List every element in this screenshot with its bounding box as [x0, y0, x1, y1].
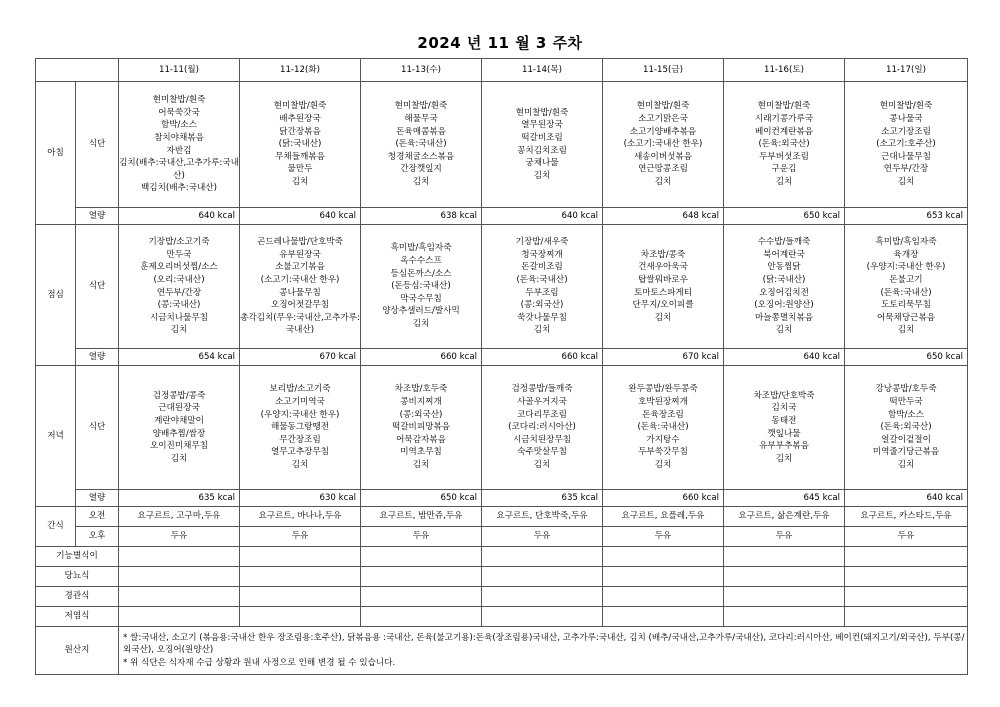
calorie-value: 660 kcal — [482, 349, 603, 366]
menu-item: 베이컨계란볶음 — [754, 126, 814, 137]
special-diet-cell — [845, 547, 968, 567]
menu-item: 콩나물무침 — [279, 287, 321, 298]
menu-item: 쑥갓나물무침 — [517, 312, 567, 323]
menu-item: 김치 — [170, 453, 188, 464]
menu-item: 마늘쫑멸치볶음 — [754, 312, 814, 323]
menu-item: 돈육매콤볶음 — [396, 126, 446, 137]
special-diet-cell — [482, 567, 603, 587]
menu-item: 흑미밥/흑임자죽 — [875, 237, 937, 248]
special-diet-label: 경관식 — [36, 587, 119, 607]
special-diet-label: 저염식 — [36, 607, 119, 627]
menu-item: 완두콩밥/완두콩죽 — [628, 384, 698, 395]
menu-cell — [240, 366, 361, 490]
menu-item: 김치 — [654, 312, 672, 323]
menu-cell — [603, 366, 724, 490]
menu-cell — [361, 366, 482, 490]
menu-item: 수수밥/들깨죽 — [757, 237, 811, 248]
special-diet-cell — [845, 567, 968, 587]
menu-item: 유부된장국 — [279, 249, 321, 260]
calorie-value: 660 kcal — [361, 349, 482, 366]
origin-row — [36, 627, 968, 675]
special-diet-cell — [482, 587, 603, 607]
menu-item: 김치 — [897, 325, 915, 336]
menu-item: 현미찰밥/흰죽 — [757, 101, 811, 112]
menu-item: 현미찰밥/흰죽 — [636, 101, 690, 112]
menu-item: 곤드레나물밥/단호박죽 — [257, 237, 343, 248]
meal-type-label: 식단 — [76, 366, 119, 490]
calorie-value: 660 kcal — [603, 490, 724, 507]
menu-item: 간장깻잎지 — [400, 164, 442, 175]
menu-item: 가지탕수 — [646, 434, 680, 445]
special-diet-cell — [240, 547, 361, 567]
special-diet-cell — [724, 587, 845, 607]
menu-item: 흑미밥/흑임자죽 — [390, 243, 452, 254]
day-header: 11-17(일) — [845, 59, 968, 82]
menu-item: 자반김 — [166, 145, 192, 156]
menu-item: 현미찰밥/흰죽 — [152, 95, 206, 106]
menu-item: 옥수수스프 — [400, 256, 442, 267]
special-diet-cell — [724, 567, 845, 587]
menu-item: 김치 — [654, 176, 672, 187]
special-diet-cell — [240, 607, 361, 627]
menu-cell — [482, 82, 603, 208]
menu-item: 배추된장국 — [279, 114, 321, 125]
menu-item: 떡갈비피망볶음 — [391, 422, 451, 433]
menu-item: 돈육장조림 — [642, 409, 684, 420]
menu-item: 연근땅콩조림 — [638, 164, 688, 175]
special-diet-cell — [361, 607, 482, 627]
menu-item: 궁채나물 — [525, 158, 559, 169]
calorie-value: 640 kcal — [845, 490, 968, 507]
snack-pm-cell: 두유 — [119, 527, 240, 547]
day-header: 11-11(월) — [119, 59, 240, 82]
menu-cell — [119, 82, 240, 208]
snack-pm-cell: 두유 — [603, 527, 724, 547]
menu-item: 차조밥/호두죽 — [394, 384, 448, 395]
special-diet-cell — [482, 607, 603, 627]
calorie-value: 650 kcal — [724, 208, 845, 225]
special-diet-row — [36, 587, 968, 607]
menu-item: 콩비지찌개 — [400, 397, 442, 408]
menu-item: 차조밥/단호박죽 — [753, 390, 815, 401]
menu-item: (콩:국내산) — [157, 300, 201, 311]
menu-item: (소고기:호주산) — [876, 139, 936, 150]
menu-item: 어묵채당근볶음 — [876, 312, 936, 323]
menu-item: (오리:국내산) — [153, 274, 205, 285]
menu-item: 현미찰밥/흰죽 — [394, 101, 448, 112]
menu-item: 안동찜닭 — [767, 262, 801, 273]
menu-item: (돈육:국내산) — [880, 287, 932, 298]
menu-item: 근대나물무침 — [881, 151, 931, 162]
snack-am-cell: 요구르트, 삶은계란,두유 — [724, 507, 845, 527]
menu-item: 소고기장조림 — [881, 126, 931, 137]
calorie-value: 650 kcal — [361, 490, 482, 507]
menu-item: 무채들깨볶음 — [275, 151, 325, 162]
calorie-value: 635 kcal — [119, 490, 240, 507]
menu-cell — [240, 82, 361, 208]
menu-item: 차조밥/콩죽 — [640, 249, 686, 260]
special-diet-cell — [240, 587, 361, 607]
calorie-value: 638 kcal — [361, 208, 482, 225]
origin-note: * 쌀:국내산, 소고기 (볶음용:국내산 한우 장조림용:호주산), 닭볶음용 :국내산, 돈육(불고기용):돈육(장조림용)국내산, 고추가루:국내산, 김치 (배추/국내산,고추가루/국내산), 코다리:러시아산, 베이컨(돼지고기/외국산), 두부(콩/외국산), 오징어(원양산) — [123, 632, 965, 656]
menu-item: 김치 — [897, 176, 915, 187]
menu-item: 열무된장국 — [521, 120, 563, 131]
menu-cell — [482, 225, 603, 349]
special-diet-cell — [724, 607, 845, 627]
menu-item: 얼갈이겉절이 — [881, 434, 931, 445]
special-diet-row — [36, 567, 968, 587]
meal-menu-row — [36, 366, 968, 490]
menu-cell — [724, 366, 845, 490]
header-row — [36, 59, 968, 82]
special-diet-cell — [361, 567, 482, 587]
menu-item: 구운김 — [771, 164, 797, 175]
menu-item: 탑쌀뭐바로우 — [638, 274, 688, 285]
meal-name: 아침 — [36, 82, 76, 225]
special-diet-cell — [845, 587, 968, 607]
menu-item: 해물동그랑땡전 — [270, 422, 330, 433]
menu-item: 김치 — [775, 325, 793, 336]
meal-menu-row — [36, 225, 968, 349]
special-diet-row — [36, 547, 968, 567]
snack-am-cell: 요구르트, 단호박죽,두유 — [482, 507, 603, 527]
menu-item: 소고기맑은국 — [638, 114, 688, 125]
menu-cell — [724, 225, 845, 349]
menu-item: 백김치(배추:국내산) — [140, 183, 217, 194]
menu-item: 소고기미역국 — [275, 397, 325, 408]
special-diet-cell — [361, 547, 482, 567]
menu-item: 김치국 — [771, 403, 797, 414]
menu-cell — [845, 82, 968, 208]
menu-item: 떡만두국 — [889, 397, 923, 408]
menu-item: 막국수무침 — [400, 293, 442, 304]
menu-item: 훈제오리버섯찜/소스 — [140, 262, 218, 273]
special-diet-cell — [603, 587, 724, 607]
snack-am-cell: 요구르트, 요플레,두유 — [603, 507, 724, 527]
menu-cell — [845, 225, 968, 349]
day-header: 11-13(수) — [361, 59, 482, 82]
menu-item: 오이진미채무침 — [149, 441, 209, 452]
special-diet-cell — [482, 547, 603, 567]
calorie-value: 648 kcal — [603, 208, 724, 225]
menu-item: 사골우거지국 — [517, 397, 567, 408]
calorie-value: 650 kcal — [845, 349, 968, 366]
menu-item: 숙주맛살무침 — [517, 447, 567, 458]
weekly-menu-table — [35, 58, 968, 675]
day-header: 11-15(금) — [603, 59, 724, 82]
menu-item: 코다리무조림 — [517, 409, 567, 420]
calorie-row — [36, 208, 968, 225]
menu-item: 청경채굴소스볶음 — [387, 151, 455, 162]
menu-item: 김치 — [775, 453, 793, 464]
menu-item: 닭간장볶음 — [279, 126, 321, 137]
menu-item: 김치 — [533, 459, 551, 470]
header-blank — [36, 59, 119, 82]
snack-pm-cell: 두유 — [845, 527, 968, 547]
menu-cell — [724, 82, 845, 208]
special-diet-cell — [361, 587, 482, 607]
menu-item: 만두국 — [166, 249, 192, 260]
snack-pm-label: 오후 — [76, 527, 119, 547]
menu-cell — [361, 82, 482, 208]
meal-menu-row — [36, 82, 968, 208]
menu-item: 연두부/간장 — [883, 164, 929, 175]
special-diet-label: 기능별식이 — [36, 547, 119, 567]
menu-cell — [845, 366, 968, 490]
menu-item: (코다리:러시아산) — [508, 422, 576, 433]
menu-item: 김치 — [291, 176, 309, 187]
menu-item: (소고기:국내산 한우) — [623, 139, 703, 150]
menu-item: 등심돈까스/소스 — [390, 268, 452, 279]
menu-item: 김치 — [533, 170, 551, 181]
menu-cell — [119, 225, 240, 349]
menu-item: 열무고추장무침 — [270, 447, 330, 458]
special-diet-row — [36, 607, 968, 627]
day-header: 11-16(토) — [724, 59, 845, 82]
menu-cell — [603, 225, 724, 349]
menu-item: (닭:국내산) — [278, 139, 322, 150]
menu-item: (돈육:국내산) — [516, 274, 568, 285]
special-diet-cell — [240, 567, 361, 587]
menu-item: 계란야채말이 — [154, 415, 204, 426]
menu-item: 청국장찌개 — [521, 249, 563, 260]
menu-item: 검정콩밥/콩죽 — [152, 390, 206, 401]
menu-item: 돈갈비조림 — [521, 262, 563, 273]
snack-pm-row — [36, 527, 968, 547]
calorie-value: 654 kcal — [119, 349, 240, 366]
menu-item: 무간장조림 — [279, 434, 321, 445]
snack-am-cell: 요구르트, 고구마,두유 — [119, 507, 240, 527]
calorie-label: 열량 — [76, 490, 119, 507]
day-header: 11-12(화) — [240, 59, 361, 82]
menu-cell — [361, 225, 482, 349]
menu-cell — [603, 82, 724, 208]
calorie-row — [36, 490, 968, 507]
menu-item: 미역줄기당근볶음 — [872, 447, 940, 458]
menu-item: 현미찰밥/흰죽 — [273, 101, 327, 112]
menu-item: (콩:외국산) — [399, 409, 443, 420]
snack-pm-cell: 두유 — [482, 527, 603, 547]
snack-pm-cell: 두유 — [240, 527, 361, 547]
menu-item: 김치 — [412, 318, 430, 329]
special-diet-cell — [119, 587, 240, 607]
snack-am-label: 오전 — [76, 507, 119, 527]
menu-item: 근대된장국 — [158, 403, 200, 414]
snack-pm-cell: 두유 — [361, 527, 482, 547]
menu-item: (우양지:국내산 한우) — [260, 409, 340, 420]
menu-item: 도토리묵무침 — [881, 300, 931, 311]
day-header: 11-14(목) — [482, 59, 603, 82]
menu-item: 현미찰밥/흰죽 — [879, 101, 933, 112]
menu-item: 오징어김치전 — [759, 287, 809, 298]
menu-cell — [240, 225, 361, 349]
menu-item: 호박된장찌개 — [638, 397, 688, 408]
special-diet-cell — [603, 567, 724, 587]
menu-cell — [482, 366, 603, 490]
menu-item: (우양지:국내산 한우) — [866, 262, 946, 273]
menu-item: 김치 — [533, 325, 551, 336]
menu-item: 어묵쑥갓국 — [158, 107, 200, 118]
menu-item: 연두부/간장 — [156, 287, 202, 298]
menu-item: 깻잎나물 — [767, 428, 801, 439]
menu-item: 김치 — [775, 176, 793, 187]
menu-item: (돈육:외국산) — [880, 422, 932, 433]
calorie-value: 640 kcal — [240, 208, 361, 225]
special-diet-label: 당뇨식 — [36, 567, 119, 587]
calorie-value: 670 kcal — [603, 349, 724, 366]
menu-cell — [119, 366, 240, 490]
menu-item: (돈육:국내산) — [637, 422, 689, 433]
menu-item: 기장밥/새우죽 — [515, 237, 569, 248]
menu-item: (오징어:원양산) — [754, 300, 814, 311]
calorie-label: 열량 — [76, 349, 119, 366]
menu-item: 함박/소스 — [887, 409, 925, 420]
menu-item: 토마토스파게티 — [633, 287, 693, 298]
menu-item: 김치 — [412, 176, 430, 187]
menu-item: 보리밥/소고기죽 — [269, 384, 331, 395]
special-diet-cell — [603, 607, 724, 627]
menu-item: (돈육:국내산) — [395, 139, 447, 150]
snack-am-cell: 요구르트, 바나나,두유 — [240, 507, 361, 527]
calorie-value: 640 kcal — [482, 208, 603, 225]
menu-item: (돈등심:국내산) — [391, 281, 451, 292]
menu-item: 북어계란국 — [763, 249, 805, 260]
menu-item: 건새우아욱국 — [638, 262, 688, 273]
calorie-value: 645 kcal — [724, 490, 845, 507]
calorie-value: 640 kcal — [724, 349, 845, 366]
menu-item: 김치 — [291, 459, 309, 470]
menu-item: (닭:국내산) — [762, 274, 806, 285]
special-diet-cell — [119, 607, 240, 627]
menu-item: 김치(배추:국내산,고추가루:국내산) — [119, 158, 239, 181]
menu-item: 두부버섯조림 — [759, 151, 809, 162]
menu-item: 김치 — [412, 459, 430, 470]
snack-name: 간식 — [36, 507, 76, 547]
calorie-label: 열량 — [76, 208, 119, 225]
menu-item: 물만두 — [287, 164, 313, 175]
special-diet-cell — [845, 607, 968, 627]
menu-item: 김치 — [654, 459, 672, 470]
snack-am-row — [36, 507, 968, 527]
page-title: 2024 년 11 월 3 주차 — [417, 34, 583, 52]
calorie-value: 630 kcal — [240, 490, 361, 507]
menu-item: 돈불고기 — [889, 274, 923, 285]
menu-item: 오징어젓갈무침 — [270, 300, 330, 311]
menu-item: 시래기콩가루국 — [754, 114, 814, 125]
menu-item: 미역초무침 — [400, 447, 442, 458]
menu-item: 양상추샐러드/발사믹 — [382, 306, 460, 317]
menu-item: 두부쑥갓무침 — [638, 447, 688, 458]
origin-label: 원산지 — [36, 627, 119, 675]
menu-item: (돈육:외국산) — [758, 139, 810, 150]
menu-item: 김치 — [170, 325, 188, 336]
menu-item: 꽁치김치조림 — [517, 145, 567, 156]
snack-am-cell: 요구르트, 카스타드,두유 — [845, 507, 968, 527]
calorie-value: 635 kcal — [482, 490, 603, 507]
calorie-value: 670 kcal — [240, 349, 361, 366]
special-diet-cell — [119, 547, 240, 567]
menu-item: 육개장 — [893, 249, 919, 260]
menu-item: 소불고기볶음 — [275, 262, 325, 273]
menu-item: (콩:외국산) — [520, 300, 564, 311]
special-diet-cell — [724, 547, 845, 567]
menu-item: 단무지/오이피클 — [632, 300, 694, 311]
snack-am-cell: 요구르트, 밤만쥬,두유 — [361, 507, 482, 527]
menu-item: 동태전 — [771, 415, 797, 426]
menu-item: 검정콩밥/들깨죽 — [511, 384, 573, 395]
menu-item: 참치야채볶음 — [154, 132, 204, 143]
menu-item: 현미찰밥/흰죽 — [515, 107, 569, 118]
special-diet-cell — [603, 547, 724, 567]
menu-item: 소고기양배추볶음 — [629, 126, 697, 137]
menu-item: 함박/소스 — [160, 120, 198, 131]
origin-notes — [119, 627, 968, 675]
menu-item: (소고기:국내산 한우) — [260, 274, 340, 285]
menu-item: 강낭콩밥/호두죽 — [875, 384, 937, 395]
menu-item: 양배추찜/쌈장 — [152, 428, 206, 439]
menu-item: 새송이버섯볶음 — [633, 151, 693, 162]
menu-item: 기장밥/소고기죽 — [148, 237, 210, 248]
meal-name: 저녁 — [36, 366, 76, 507]
calorie-value: 653 kcal — [845, 208, 968, 225]
menu-item: 시금치나물무침 — [149, 312, 209, 323]
calorie-row — [36, 349, 968, 366]
menu-item: 떡갈비조림 — [521, 132, 563, 143]
meal-name: 점심 — [36, 225, 76, 366]
menu-item: 어묵감자볶음 — [396, 434, 446, 445]
menu-item: 유부부추볶음 — [759, 441, 809, 452]
menu-item: 두부조림 — [525, 287, 559, 298]
special-diet-cell — [119, 567, 240, 587]
origin-note: * 위 식단은 식자재 수급 상황과 원내 사정으로 인해 변경 될 수 있습니다. — [123, 657, 396, 668]
menu-item: 김치 — [897, 459, 915, 470]
menu-item: 총각김치(무우:국내산,고추가루:국내산) — [240, 312, 360, 336]
menu-item: 시금치된장무침 — [512, 434, 572, 445]
menu-item: 콩나물국 — [889, 114, 923, 125]
meal-type-label: 식단 — [76, 82, 119, 208]
snack-pm-cell: 두유 — [724, 527, 845, 547]
meal-type-label: 식단 — [76, 225, 119, 349]
calorie-value: 640 kcal — [119, 208, 240, 225]
menu-item: 해물무국 — [404, 114, 438, 125]
